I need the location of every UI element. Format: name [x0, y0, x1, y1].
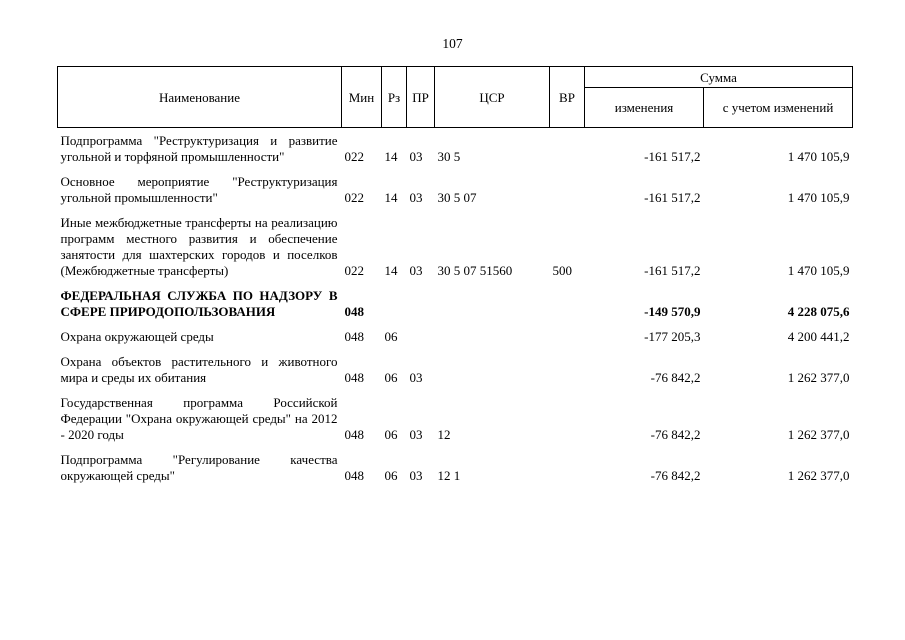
header-min: Мин — [342, 67, 382, 128]
row-vr — [550, 448, 585, 489]
row-rz: 14 — [384, 263, 398, 278]
row-name: Подпрограмма "Регулирование качества окружающей среды" — [60, 452, 338, 483]
row-rz: 06 — [384, 468, 398, 483]
row-min: 022 — [344, 190, 364, 205]
row-pr — [407, 325, 435, 350]
row-change: -149 570,9 — [644, 304, 701, 319]
row-name: Иные межбюджетные трансферты на реализацию программ местного развития и обеспечение занятости для шахтерских городов и поселков (Межбюджетные трансферты) — [60, 215, 338, 278]
header-vr: ВР — [550, 67, 585, 128]
row-csr: 12 1 — [437, 468, 461, 483]
row-min: 048 — [344, 329, 364, 344]
row-csr — [435, 284, 550, 325]
row-change: -161 517,2 — [644, 263, 701, 278]
row-change: -76 842,2 — [650, 427, 701, 442]
row-vr — [550, 391, 585, 448]
row-pr: 03 — [409, 370, 423, 385]
table-row — [58, 350, 853, 391]
page-number: 107 — [442, 36, 463, 51]
table-header — [58, 67, 853, 128]
row-csr — [435, 350, 550, 391]
table-row — [58, 128, 853, 171]
row-vr: 500 — [552, 263, 572, 278]
header-rz: Рз — [382, 67, 407, 128]
row-rz: 14 — [384, 190, 398, 205]
row-pr: 03 — [409, 149, 423, 164]
header-name: Наименование — [58, 67, 342, 128]
row-name: Охрана окружающей среды — [60, 329, 214, 344]
row-csr: 12 — [437, 427, 451, 442]
row-pr: 03 — [409, 427, 423, 442]
row-pr: 03 — [409, 263, 423, 278]
row-total: 1 262 377,0 — [787, 468, 850, 483]
row-total: 1 470 105,9 — [787, 190, 850, 205]
row-name: Подпрограмма "Реструктуризация и развитие угольной и торфяной промышленности" — [60, 133, 338, 164]
header-change: изменения — [585, 88, 704, 128]
row-total: 4 228 075,6 — [787, 304, 850, 319]
row-name: ФЕДЕРАЛЬНАЯ СЛУЖБА ПО НАДЗОРУ В СФЕРЕ ПРИРОДОПОЛЬЗОВАНИЯ — [60, 288, 338, 319]
row-pr — [407, 284, 435, 325]
row-change: -76 842,2 — [650, 370, 701, 385]
row-csr: 30 5 07 51560 — [437, 263, 513, 278]
row-total: 4 200 441,2 — [787, 329, 850, 344]
header-with-change: с учетом изменений — [704, 88, 853, 128]
row-rz: 06 — [384, 329, 398, 344]
table-row — [58, 325, 853, 350]
row-min: 048 — [344, 370, 364, 385]
row-total: 1 470 105,9 — [787, 263, 850, 278]
row-name: Государственная программа Российской Федерации "Охрана окружающей среды" на 2012 - 2020 годы — [60, 395, 338, 442]
header-sum: Сумма — [585, 67, 853, 88]
table-row — [58, 170, 853, 211]
row-rz — [382, 284, 407, 325]
row-min: 048 — [344, 427, 364, 442]
row-total: 1 470 105,9 — [787, 149, 850, 164]
budget-table — [57, 66, 853, 489]
row-total: 1 262 377,0 — [787, 370, 850, 385]
row-name: Основное мероприятие "Реструктуризация угольной промышленности" — [60, 174, 338, 205]
header-csr: ЦСР — [435, 67, 550, 128]
row-min: 022 — [344, 263, 364, 278]
row-vr — [550, 128, 585, 171]
row-vr — [550, 170, 585, 211]
row-vr — [550, 325, 585, 350]
row-csr: 30 5 07 — [437, 190, 477, 205]
row-min: 048 — [344, 304, 364, 319]
row-rz: 06 — [384, 370, 398, 385]
row-change: -161 517,2 — [644, 149, 701, 164]
row-vr — [550, 350, 585, 391]
row-csr: 30 5 — [437, 149, 461, 164]
table-row — [58, 284, 853, 325]
table-row — [58, 448, 853, 489]
row-pr: 03 — [409, 190, 423, 205]
row-change: -76 842,2 — [650, 468, 701, 483]
table-body — [58, 128, 853, 490]
row-total: 1 262 377,0 — [787, 427, 850, 442]
row-rz: 06 — [384, 427, 398, 442]
header-pr: ПР — [407, 67, 435, 128]
row-min: 048 — [344, 468, 364, 483]
row-pr: 03 — [409, 468, 423, 483]
table-row — [58, 211, 853, 284]
row-min: 022 — [344, 149, 364, 164]
row-change: -177 205,3 — [644, 329, 701, 344]
row-csr — [435, 325, 550, 350]
row-change: -161 517,2 — [644, 190, 701, 205]
row-rz: 14 — [384, 149, 398, 164]
row-name: Охрана объектов растительного и животного мира и среды их обитания — [60, 354, 338, 385]
table-row — [58, 391, 853, 448]
row-vr — [550, 284, 585, 325]
